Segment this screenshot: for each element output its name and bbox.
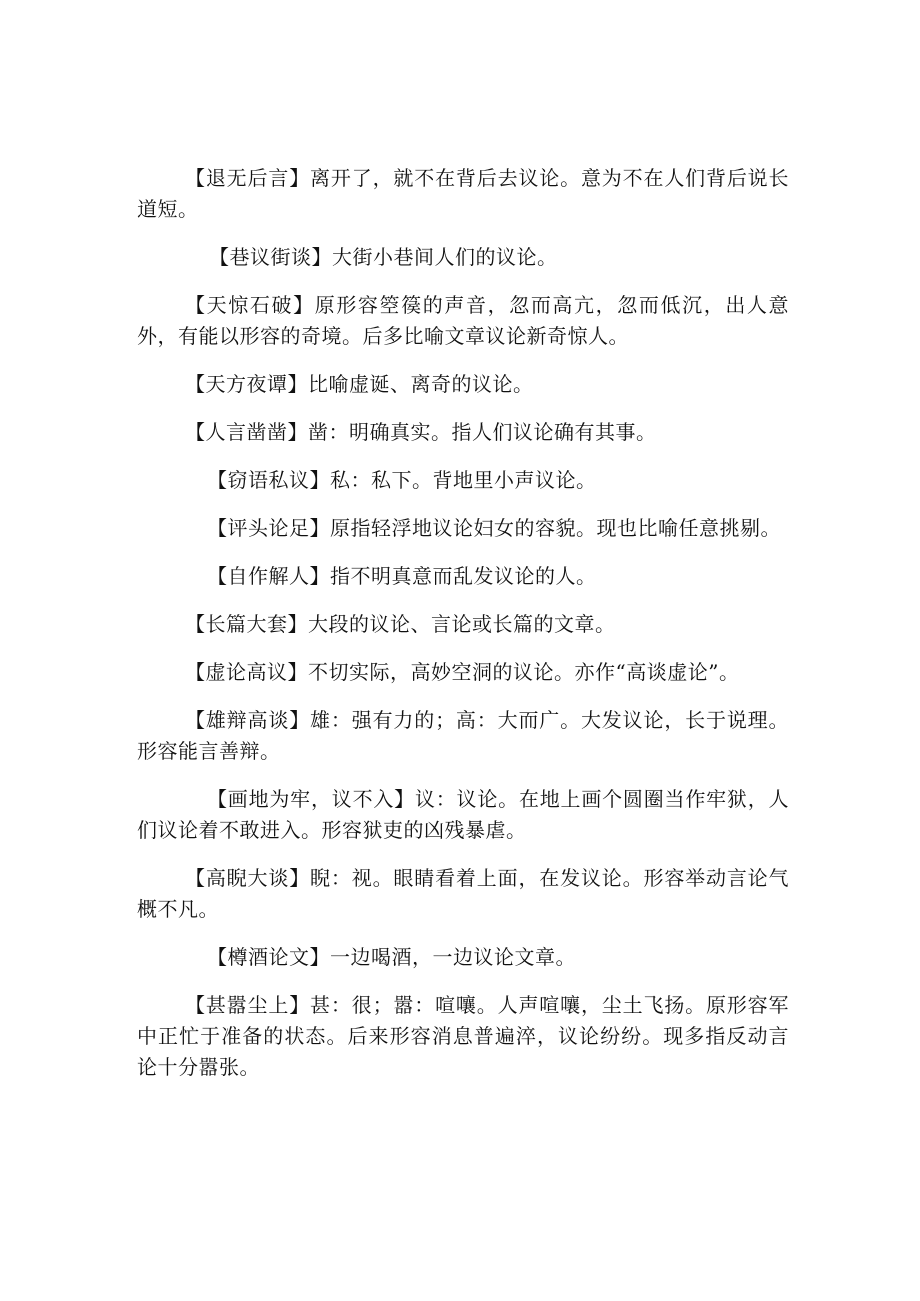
entry-term: 退无后言 <box>205 166 290 190</box>
entry-definition: 一边喝酒，一边议论文章。 <box>330 945 576 969</box>
entry-definition: 原指轻浮地议论妇女的容貌。现也比喻任意挑剔。 <box>330 516 781 540</box>
entry-7: 【自作解人】指不明真意而乱发议论的人。 <box>207 564 597 588</box>
entry-term: 甚嚣尘上 <box>205 993 290 1017</box>
entry-term: 自作解人 <box>227 564 310 588</box>
entry-term: 长篇大套 <box>205 612 288 636</box>
entry-term: 天方夜谭 <box>205 372 288 396</box>
entry-5: 【窃语私议】私：私下。背地里小声议论。 <box>207 468 597 492</box>
entry-4: 【人言凿凿】凿：明确真实。指人们议论确有其事。 <box>185 420 657 444</box>
entry-definition: 指不明真意而乱发议论的人。 <box>330 564 597 588</box>
entry-term: 樽酒论文 <box>227 945 310 969</box>
entry-definition: 凿：明确真实。指人们议论确有其事。 <box>308 420 657 444</box>
entry-term: 高睨大谈 <box>205 866 290 890</box>
entry-term: 虚论高议 <box>205 660 288 684</box>
entry-12: 【高睨大谈】睨：视。眼睛看着上面，在发议论。形容举动言论气概不凡。 <box>137 866 790 921</box>
entry-definition: 大街小巷间人们的议论。 <box>332 245 558 269</box>
entry-definition: 睨：视。眼睛看着上面，在发议论。形容举动言论气概不凡。 <box>137 866 790 921</box>
entry-definition: 不切实际，高妙空洞的议论。亦作“高谈虚论”。 <box>308 660 740 684</box>
entry-11: 【画地为牢，议不入】议：议论。在地上画个圆圈当作牢狱，人们议论着不敢进入。形容狱吏的凶残暴虐。 <box>137 787 790 842</box>
entry-14: 【甚嚣尘上】甚：很；嚣：喧嚷。人声喧嚷，尘土飞扬。原形容军中正忙于准备的状态。后来形容消息普遍淬，议论纷纷。现多指反动言论十分嚣张。 <box>137 993 790 1079</box>
entry-6: 【评头论足】原指轻浮地议论妇女的容貌。现也比喻任意挑剔。 <box>207 516 781 540</box>
entry-term: 画地为牢，议不入 <box>227 787 395 811</box>
entry-term: 评头论足 <box>227 516 310 540</box>
entry-13: 【樽酒论文】一边喝酒，一边议论文章。 <box>207 945 576 969</box>
entry-8: 【长篇大套】大段的议论、言论或长篇的文章。 <box>185 612 616 636</box>
entry-10: 【雄辩高谈】雄：强有力的；高：大而广。大发议论，长于说理。形容能言善辩。 <box>137 708 790 763</box>
dictionary-entries <box>137 163 789 1100</box>
entry-definition: 私：私下。背地里小声议论。 <box>330 468 597 492</box>
entry-definition: 比喻虚诞、离奇的议论。 <box>308 372 534 396</box>
entry-1: 【巷议街谈】大街小巷间人们的议论。 <box>209 245 558 269</box>
entry-term: 雄辩高谈 <box>205 708 290 732</box>
entry-3: 【天方夜谭】比喻虚诞、离奇的议论。 <box>185 372 534 396</box>
entry-0: 【退无后言】离开了，就不在背后去议论。意为不在人们背后说长道短。 <box>137 166 790 221</box>
entry-definition: 大段的议论、言论或长篇的文章。 <box>308 612 616 636</box>
entry-definition: 离开了，就不在背后去议论。意为不在人们背后说长道短。 <box>137 166 790 221</box>
entry-term: 人言凿凿 <box>205 420 288 444</box>
entry-term: 天惊石破 <box>206 293 294 317</box>
entry-2: 【天惊石破】原形容箜篌的声音，忽而高亢，忽而低沉，出人意外，有能以形容的奇境。后多比喻文章议论新奇惊人。 <box>137 293 790 348</box>
entry-definition: 议：议论。在地上画个圆圈当作牢狱，人们议论着不敢进入。形容狱吏的凶残暴虐。 <box>137 787 790 842</box>
entry-definition: 甚：很；嚣：喧嚷。人声喧嚷，尘土飞扬。原形容军中正忙于准备的状态。后来形容消息普遍淬，议论纷纷。现多指反动言论十分嚣张。 <box>137 993 790 1079</box>
entry-definition: 原形容箜篌的声音，忽而高亢，忽而低沉，出人意外，有能以形容的奇境。后多比喻文章议论新奇惊人。 <box>137 293 790 348</box>
entry-definition: 雄：强有力的；高：大而广。大发议论，长于说理。形容能言善辩。 <box>137 708 790 763</box>
entry-term: 巷议街谈 <box>229 245 312 269</box>
entry-term: 窃语私议 <box>227 468 310 492</box>
entry-9: 【虚论高议】不切实际，高妙空洞的议论。亦作“高谈虚论”。 <box>185 660 740 684</box>
